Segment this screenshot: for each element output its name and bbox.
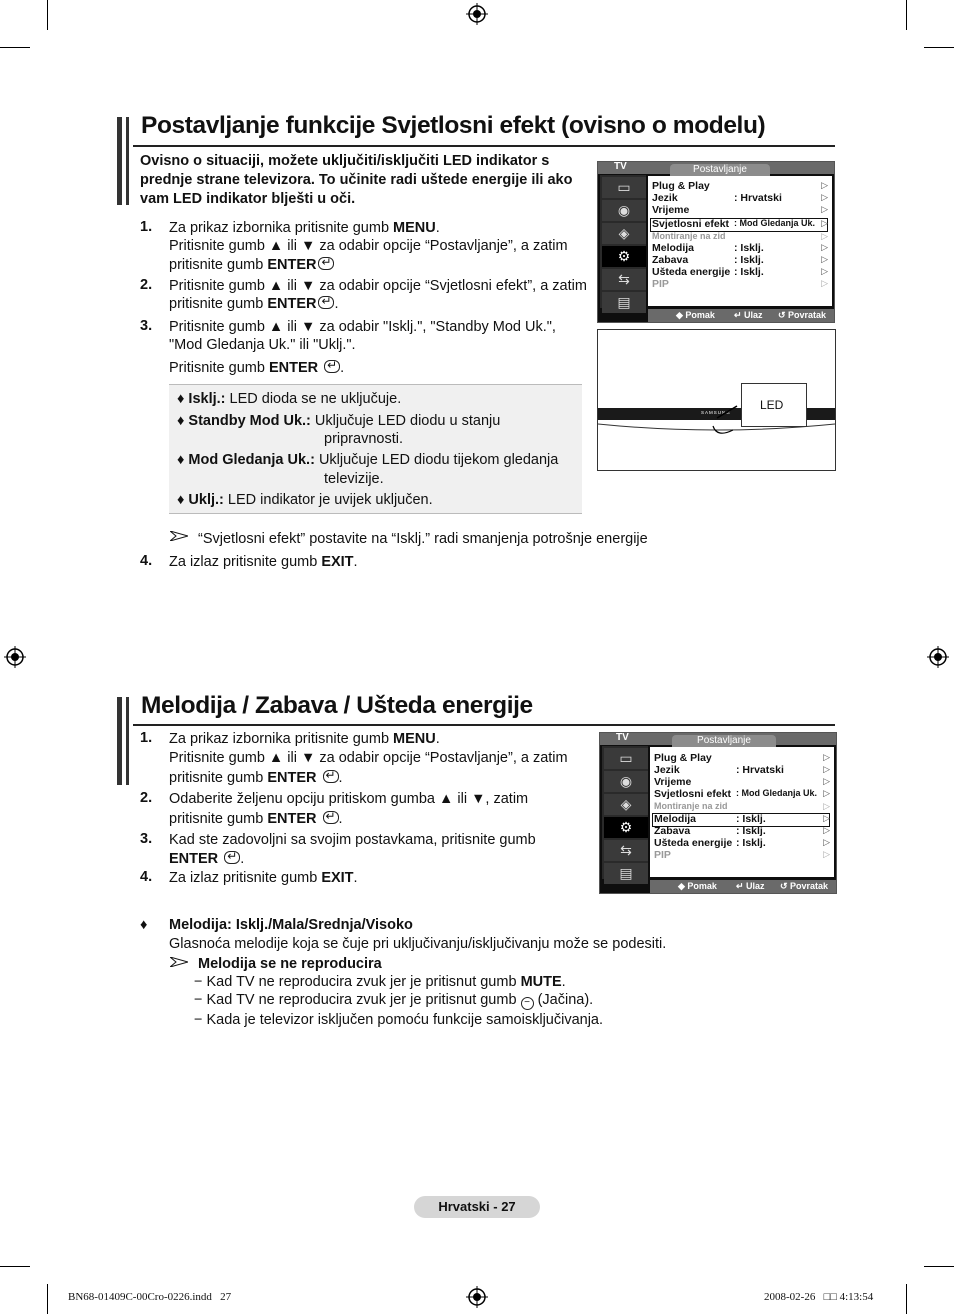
menu-row: Svjetlosni efekt : Mod Gledanja Uk. <box>652 218 816 230</box>
led-callout: LED <box>741 383 807 427</box>
page-number-badge: Hrvatski - 27 <box>414 1196 540 1218</box>
enter-icon <box>324 360 340 373</box>
menu-tab: Postavljanje <box>670 164 770 176</box>
step-number: 4. <box>140 553 153 569</box>
menu-row: Montiranje na zid <box>652 231 726 241</box>
melodija-text: Glasnoća melodije koja se čuje pri uključivanju/isključivanju može se podesiti. <box>169 936 667 952</box>
step-line: Pritisnite gumb ENTER ↵ . <box>169 359 344 378</box>
enter-icon <box>318 257 334 270</box>
channel-icon: ◈ <box>602 223 646 244</box>
tv-brand: SAMSUNG <box>701 410 731 415</box>
enter-icon <box>318 296 334 309</box>
note-title: Melodija se ne reproducira <box>198 956 382 972</box>
step-line: "Mod Gledanja Uk." ili "Uklj.". <box>169 337 356 353</box>
footer-hint: ↵ Ulaz <box>736 881 765 891</box>
volume-minus-icon: − <box>521 997 534 1010</box>
step-number: 3. <box>140 831 153 847</box>
step-number: 1. <box>140 219 153 235</box>
date-info: 2008-02-26 □□ 4:13:54 <box>764 1291 874 1303</box>
option-item: ♦ Isklj.: LED dioda se ne uključuje. <box>177 391 402 407</box>
step-line: Za izlaz pritisnite gumb EXIT. <box>169 554 358 570</box>
menu-row: Jezik : Hrvatski <box>652 192 782 204</box>
heading-bar <box>117 117 122 205</box>
step-line: Pritisnite gumb ▲ ili ▼ za odabir opcije “Postavljanje”, a zatim <box>169 750 568 766</box>
picture-icon: ▭ <box>604 748 648 769</box>
heading-rule <box>133 145 835 147</box>
sound-icon: ◉ <box>604 771 648 792</box>
step-number: 2. <box>140 790 153 806</box>
note-item: − Kad TV ne reproducira zvuk jer je pritisnut gumb − (Jačina). <box>194 992 594 1008</box>
intro-line: vam LED indikator blješti u oči. <box>140 191 356 207</box>
menu-row: Melodija : Isklj. <box>654 813 766 825</box>
menu-row: Jezik : Hrvatski <box>654 764 784 776</box>
step-line: pritisnite gumb ENTER↵ . <box>169 295 339 314</box>
crop-mark <box>906 1284 907 1314</box>
crop-mark <box>0 47 30 48</box>
registration-mark-icon <box>4 646 26 668</box>
menu-row: Plug & Play <box>652 180 710 192</box>
crop-mark <box>906 0 907 30</box>
file-info: BN68-01409C-00Cro-0226.indd 27 <box>68 1291 232 1303</box>
footer-hint: ↺ Povratak <box>780 881 829 891</box>
menu-row: Zabava : Isklj. <box>654 825 766 837</box>
picture-icon: ▭ <box>602 177 646 198</box>
digital-icon: ▤ <box>604 863 648 884</box>
step-number: 2. <box>140 277 153 293</box>
footer-hint: ↵ Ulaz <box>734 310 763 320</box>
step-line: pritisnite gumb ENTER ↵ . <box>169 769 343 788</box>
heading-bar <box>117 697 122 785</box>
melodija-title: Melodija: Isklj./Mala/Srednja/Visoko <box>169 917 413 933</box>
step-line: Za izlaz pritisnite gumb EXIT. <box>169 870 358 886</box>
section-title: Postavljanje funkcije Svjetlosni efekt (ovisno o modelu) <box>141 112 766 139</box>
step-line: pritisnite gumb ENTER ↵ . <box>169 810 343 829</box>
menu-row: PIP <box>652 278 669 290</box>
crop-mark <box>47 0 48 30</box>
menu-row: Svjetlosni efekt : Mod Gledanja Uk. <box>654 788 818 800</box>
menu-row: Ušteda energije : Isklj. <box>652 266 764 278</box>
menu-row: Vrijeme <box>652 204 690 216</box>
menu-row: Zabava : Isklj. <box>652 254 764 266</box>
menu-row: PIP <box>654 849 671 861</box>
digital-icon: ▤ <box>602 292 646 313</box>
option-item: ♦ Mod Gledanja Uk.: Uključuje LED diodu tijekom gledanja <box>177 452 559 468</box>
footer-hint: ◆ Pomak <box>676 310 715 320</box>
option-item-cont: pripravnosti. <box>324 431 403 447</box>
menu-row: Melodija : Isklj. <box>652 242 764 254</box>
tv-illustration <box>597 329 836 471</box>
tv-menu-screenshot: TV Postavljanje ▭ ◉ ◈ ⚙ ⇆ ▤ Plug & Play Jezik : Hrvatski Vrijeme Svjetlosni efekt : Mod Gledanja Uk. Montiranje na zid Melodija : Isklj. Zabava : Isklj. Ušteda energije : Isklj. PIP ▷ ▷ ▷ ▷ ▷ ▷ ▷ ▷ ▷ ◆ Pomak ↵ Ulaz ↺ Povratak <box>599 732 837 894</box>
note-text: “Svjetlosni efekt” postavite na “Isklj.” radi smanjenja potrošnje energije <box>198 531 648 547</box>
crop-mark <box>924 1266 954 1267</box>
menu-row: Plug & Play <box>654 752 712 764</box>
footer-hint: ◆ Pomak <box>678 881 717 891</box>
registration-mark-icon <box>466 3 488 25</box>
registration-mark-icon <box>927 646 949 668</box>
intro-line: Ovisno o situaciji, možete uključiti/isključiti LED indikator s <box>140 153 550 169</box>
step-number: 3. <box>140 318 153 334</box>
note-item: − Kad TV ne reproducira zvuk jer je pritisnut gumb MUTE. <box>194 974 566 990</box>
input-icon: ⇆ <box>604 840 648 861</box>
enter-icon <box>224 851 240 864</box>
bullet: ♦ <box>140 917 148 933</box>
step-number: 1. <box>140 730 153 746</box>
option-item: ♦ Standby Mod Uk.: Uključuje LED diodu u stanju <box>177 413 501 429</box>
step-line: Za prikaz izbornika pritisnite gumb MENU. <box>169 731 440 747</box>
enter-icon <box>323 770 339 783</box>
step-line: Za prikaz izbornika pritisnite gumb MENU. <box>169 220 440 236</box>
menu-row: Vrijeme <box>654 776 692 788</box>
enter-icon <box>323 811 339 824</box>
note-arrow-icon <box>170 957 188 967</box>
crop-mark <box>47 1284 48 1314</box>
option-item: ♦ Uklj.: LED indikator je uvijek uključen. <box>177 492 433 508</box>
step-line: Pritisnite gumb ▲ ili ▼ za odabir "Isklj.", "Standby Mod Uk.", <box>169 319 556 335</box>
step-line: Kad ste zadovoljni sa svojim postavkama, pritisnite gumb <box>169 832 536 848</box>
note-item: − Kada je televizor isključen pomoću funkcije samoisključivanja. <box>194 1012 604 1028</box>
setup-gear-icon: ⚙ <box>604 817 648 838</box>
crop-mark <box>0 1266 30 1267</box>
option-item-cont: televizije. <box>324 471 384 487</box>
registration-mark-icon <box>466 1286 488 1308</box>
menu-row: Montiranje na zid <box>654 801 728 811</box>
menu-row: Ušteda energije : Isklj. <box>654 837 766 849</box>
step-number: 4. <box>140 869 153 885</box>
input-icon: ⇆ <box>602 269 646 290</box>
heading-rule <box>133 724 835 726</box>
intro-line: prednje strane televizora. To učinite radi uštede energije ili ako <box>140 172 573 188</box>
heading-bar <box>126 117 129 205</box>
step-line: Odaberite željenu opciju pritiskom gumba ▲ ili ▼, zatim <box>169 791 529 807</box>
section-title: Melodija / Zabava / Ušteda energije <box>141 692 533 719</box>
step-line: Pritisnite gumb ▲ ili ▼ za odabir opcije “Postavljanje”, a zatim <box>169 238 568 254</box>
crop-mark <box>924 47 954 48</box>
note-arrow-icon <box>170 531 188 541</box>
step-line: Pritisnite gumb ▲ ili ▼ za odabir opcije “Svjetlosni efekt”, a zatim <box>169 278 587 294</box>
setup-gear-icon: ⚙ <box>602 246 646 267</box>
channel-icon: ◈ <box>604 794 648 815</box>
footer-hint: ↺ Povratak <box>778 310 827 320</box>
step-line: pritisnite gumb ENTER↵ <box>169 256 334 275</box>
step-line: ENTER ↵ . <box>169 850 244 869</box>
sound-icon: ◉ <box>602 200 646 221</box>
tv-menu-screenshot: TV Postavljanje ▭ ◉ ◈ ⚙ ⇆ ▤ Plug & Play Jezik : Hrvatski Vrijeme Svjetlosni efekt : Mod Gledanja Uk. Montiranje na zid Melodija : Isklj. Zabava : Isklj. Ušteda energije : Isklj. PIP ▷ ▷ ▷ ▷ ▷ ▷ ▷ ▷ ▷ ◆ Pomak ↵ Ulaz ↺ Povratak <box>597 161 835 323</box>
menu-tab: Postavljanje <box>672 735 776 747</box>
heading-bar <box>126 697 129 785</box>
